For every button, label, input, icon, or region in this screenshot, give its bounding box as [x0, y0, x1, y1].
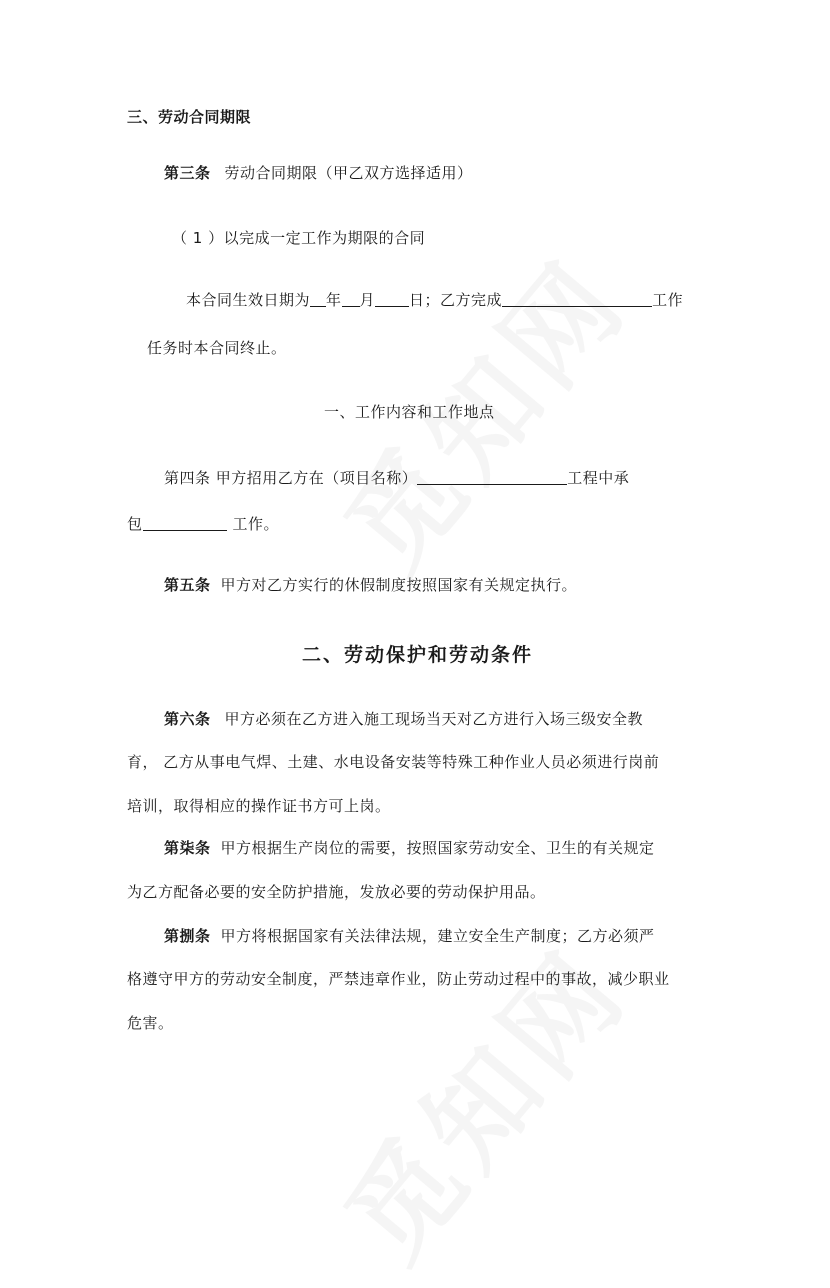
article-3 — [164, 163, 473, 183]
month-blank — [342, 291, 360, 307]
article-5 — [164, 575, 577, 595]
day-blank — [375, 291, 409, 307]
effective-date-line — [186, 290, 683, 310]
article-8-line-3: 危害。 — [127, 1014, 174, 1032]
article-text: 劳动合同期限（甲乙双方选择适用） — [224, 164, 473, 182]
article-label: 第五条 — [164, 576, 211, 594]
article-6-line-3: 培训，取得相应的操作证书方可上岗。 — [127, 797, 391, 815]
article-text: 第四条 甲方招用乙方在（项目名称） — [164, 469, 418, 487]
section-title: 二、劳动保护和劳动条件 — [302, 644, 534, 666]
article-8 — [164, 926, 655, 946]
article-text-suffix: 工程中承 — [567, 469, 630, 487]
task-blank — [502, 291, 652, 307]
article-4 — [164, 468, 629, 488]
section-heading: 一、工作内容和工作地点 — [324, 403, 495, 421]
section-heading: 三、劳动合同期限 — [127, 108, 252, 126]
article-label: 第柒条 — [164, 839, 211, 857]
contract-type-item: （ 1 ）以完成一定工作为期限的合同 — [172, 229, 426, 247]
article-7 — [164, 838, 655, 858]
article-4-line-2 — [127, 514, 279, 534]
watermark — [304, 910, 656, 1287]
contract-blank — [143, 515, 227, 531]
month-label: 月 — [359, 291, 376, 309]
effective-date-line-2: 任务时本合同终止。 — [147, 339, 287, 357]
year-label: 年 — [326, 291, 342, 309]
article-text: 甲方根据生产岗位的需要，按照国家劳动安全、卫生的有关规定 — [220, 839, 655, 857]
article-7-line-2: 为乙方配备必要的安全防护措施，发放必要的劳动保护用品。 — [127, 883, 546, 901]
work-label: 工作 — [652, 291, 684, 309]
article-text-suffix: 工作。 — [232, 515, 280, 533]
article-text: 甲方将根据国家有关法律法规，建立安全生产制度；乙方必须严 — [220, 927, 655, 945]
article-text: 包 — [127, 515, 143, 533]
article-8-line-2: 格遵守甲方的劳动安全制度，严禁违章作业，防止劳动过程中的事故，减少职业 — [127, 970, 670, 988]
effective-text: 本合同生效日期为 — [186, 291, 311, 309]
article-label: 第捌条 — [164, 927, 211, 945]
project-blank — [417, 469, 567, 485]
article-6-line-2: 育， 乙方从事电气焊、土建、水电设备安装等特殊工种作业人员必须进行岗前 — [127, 753, 660, 771]
article-text: 甲方必须在乙方进入施工现场当天对乙方进行入场三级安全教 — [224, 710, 644, 728]
article-text: 甲方对乙方实行的休假制度按照国家有关规定执行。 — [220, 576, 578, 594]
day-label: 日；乙方完成 — [409, 291, 503, 309]
article-label: 第六条 — [164, 710, 211, 728]
article-6 — [164, 709, 643, 729]
article-label: 第三条 — [164, 164, 211, 182]
year-blank — [310, 291, 326, 307]
